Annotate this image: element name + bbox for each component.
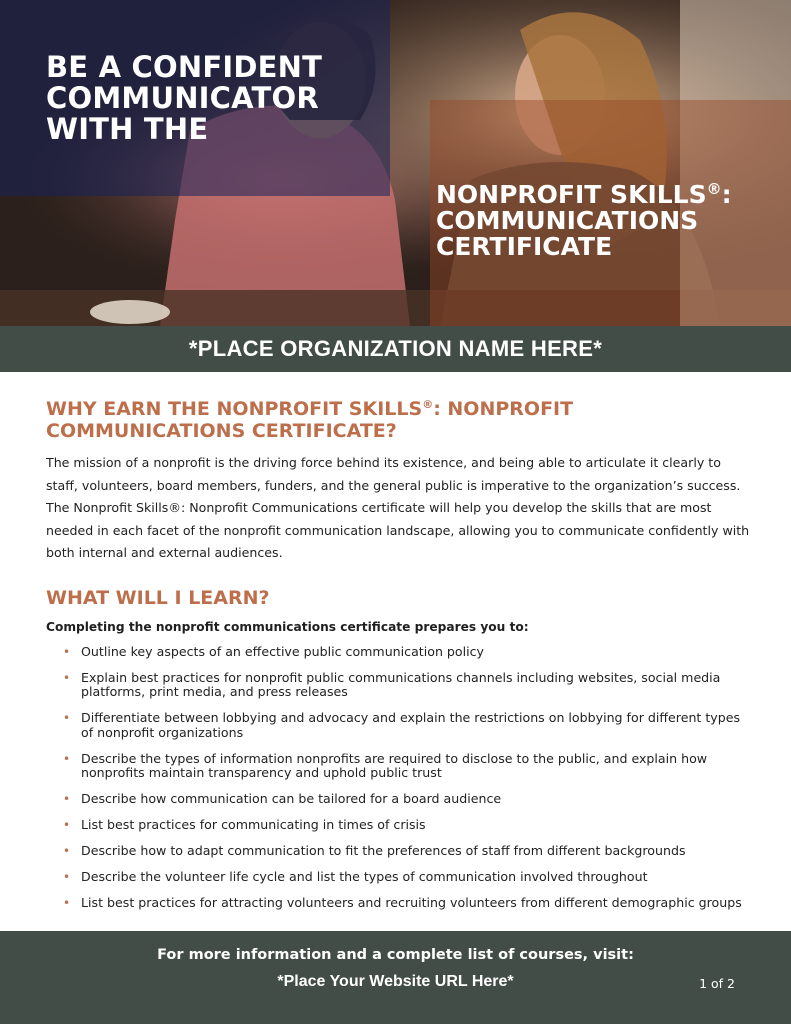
list-item — [63, 711, 750, 740]
list-item-text: List best practices for communicating in times of crisis — [81, 817, 426, 832]
footer — [0, 931, 791, 1024]
page-number: 1 of 2 — [699, 976, 735, 991]
list-item-text: Describe how to adapt communication to fit the preferences of staff from different backgrounds — [81, 843, 686, 858]
footer-info-text: For more information and a complete list of courses, visit: — [157, 947, 634, 963]
list-item — [63, 844, 750, 859]
organization-name-bar — [0, 326, 791, 372]
list-item-text: Differentiate between lobbying and advocacy and explain the restrictions on lobbying for different types of nonprofit organizations — [81, 710, 741, 740]
bullet-icon: • — [63, 711, 71, 725]
list-item — [63, 870, 750, 885]
why-heading-part2: : NONPROFIT COMMUNICATIONS CERTIFICATE? — [46, 398, 574, 442]
list-item — [63, 645, 750, 660]
bullet-icon: • — [63, 896, 71, 910]
hero-headline: BE A CONFIDENT COMMUNICATOR WITH THE — [46, 50, 323, 146]
learning-outcomes-list — [46, 645, 750, 911]
bullet-icon: • — [63, 670, 71, 685]
list-item — [63, 752, 750, 781]
organization-name: *PLACE ORGANIZATION NAME HERE* — [188, 336, 603, 361]
registered-mark: ® — [706, 180, 722, 198]
list-item-text: Describe the volunteer life cycle and list the types of communication involved throughout — [81, 869, 648, 884]
learn-lead: Completing the nonprofit communications certificate prepares you to: — [46, 619, 529, 634]
list-item-text: Outline key aspects of an effective public communication policy — [81, 643, 485, 659]
bullet-icon: • — [63, 844, 71, 858]
bullet-icon: • — [63, 870, 71, 884]
hero-certificate-title — [436, 176, 776, 260]
list-item — [63, 818, 750, 833]
why-paragraph: The mission of a nonprofit is the driving force behind its existence, and being able to articulate it clearly to staff, volunteers, board members, funders, and the general public is imperative to the organization’s success. The Nonprofit Skills®: Nonprofit Communications certificate will help you develop the skills that are most needed in each facet of the nonprofit communication landscape, allowing you to communicate confidently with both internal and external audiences. — [46, 455, 750, 560]
hero-banner — [0, 0, 791, 326]
why-heading-part1: WHY EARN THE NONPROFIT SKILLS — [46, 398, 423, 420]
main-content — [46, 394, 750, 922]
hero-certificate-title-part2: : COMMUNICATIONS CERTIFICATE — [436, 180, 732, 261]
bullet-icon: • — [63, 818, 71, 832]
why-heading — [46, 394, 750, 442]
list-item — [63, 792, 750, 807]
why-heading-registered-mark: ® — [422, 398, 434, 411]
list-item-text: Describe the types of information nonprofits are required to disclose to the public, and explain how nonprofits maintain transparency and uphold public trust — [81, 750, 708, 780]
list-item-text: List best practices for attracting volunteers and recruiting volunteers from different demographic groups — [81, 895, 742, 910]
website-url-link[interactable]: *Place Your Website URL Here* — [277, 973, 514, 990]
bullet-icon: • — [63, 644, 71, 659]
list-item — [63, 896, 750, 911]
list-item-text: Explain best practices for nonprofit public communications channels including websites, social media platforms, print media, and press releases — [81, 669, 721, 699]
bullet-icon: • — [63, 751, 71, 766]
learn-heading: WHAT WILL I LEARN? — [46, 586, 270, 609]
list-item — [63, 671, 750, 700]
list-item-text: Describe how communication can be tailored for a board audience — [81, 791, 502, 806]
bullet-icon: • — [63, 792, 71, 806]
hero-certificate-title-part1: NONPROFIT SKILLS — [436, 180, 707, 209]
